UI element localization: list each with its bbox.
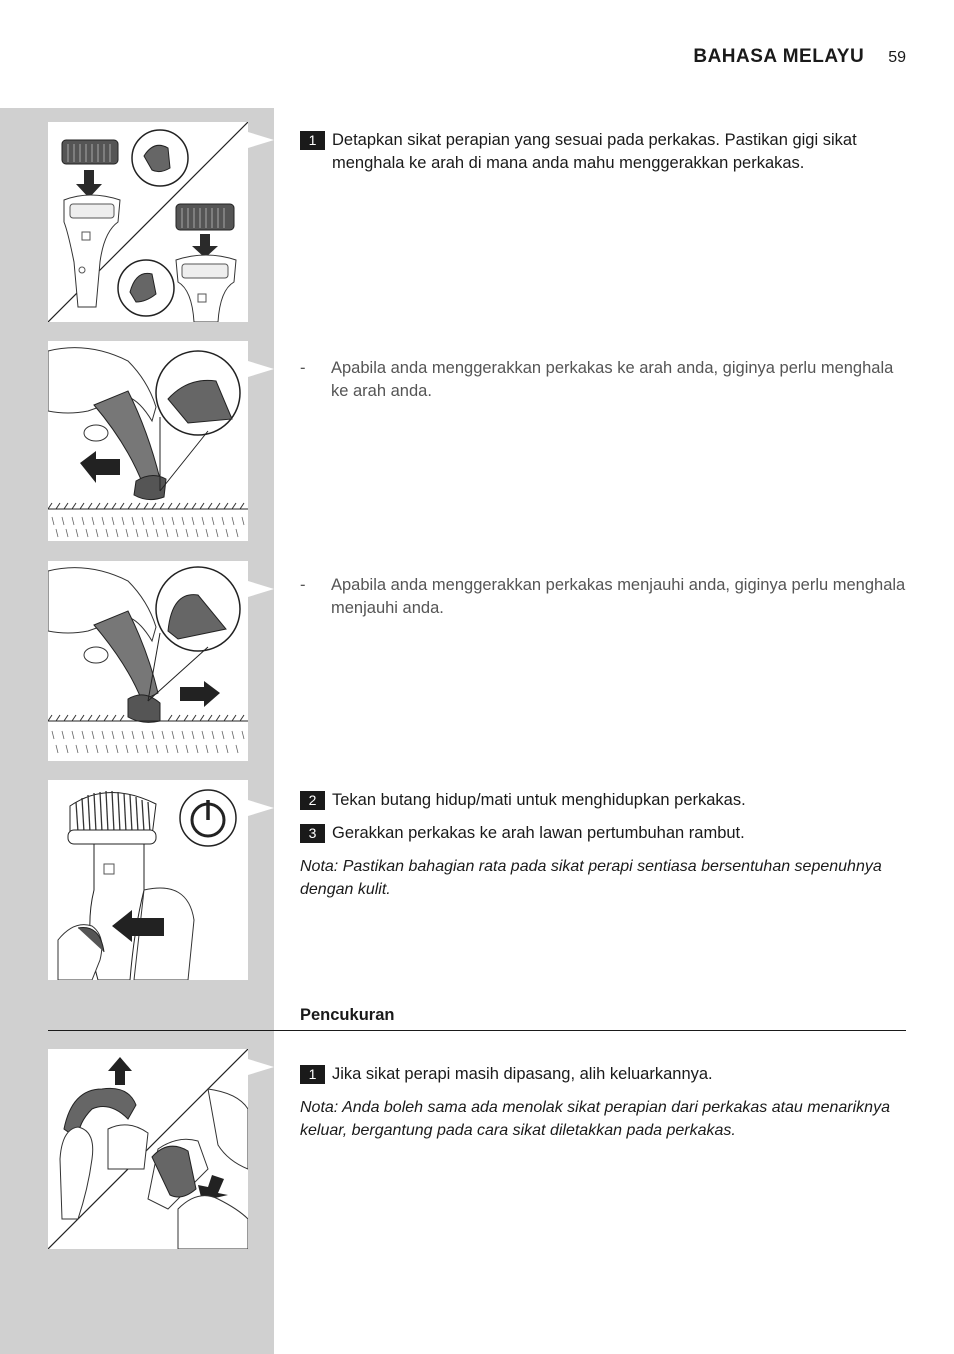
bullet-text: Apabila anda menggerakkan perkakas menjauhi anda, giginya perlu menghala menjauhi anda.	[331, 576, 906, 617]
step-item	[300, 129, 906, 175]
section-title: Pencukuran	[300, 1006, 395, 1024]
bullet-item	[300, 574, 906, 620]
illustration-pointer	[248, 1059, 274, 1075]
section-divider	[48, 1030, 906, 1031]
step-item	[300, 789, 906, 812]
trim-away-illustration	[48, 561, 248, 761]
instruction-block-power	[300, 789, 906, 901]
bullet-text: Apabila anda menggerakkan perkakas ke arah anda, giginya perlu menghala ke arah anda.	[331, 359, 894, 400]
illustration-pointer	[248, 581, 274, 597]
step-text: Gerakkan perkakas ke arah lawan pertumbuhan rambut.	[332, 824, 745, 842]
note-text: Nota: Pastikan bahagian rata pada sikat perapi sentiasa bersentuhan sepenuhnya dengan kulit.	[300, 858, 882, 898]
trimmer-comb-attach-illustration	[48, 122, 248, 322]
instruction-block-away	[300, 574, 906, 630]
trim-toward-illustration	[48, 341, 248, 541]
remove-comb-illustration	[48, 1049, 248, 1249]
instruction-block-remove-comb	[300, 1063, 906, 1142]
page-number: 59	[888, 49, 906, 66]
instruction-block-toward	[300, 357, 906, 413]
step-number: 2	[300, 791, 325, 810]
illustration-pointer	[248, 800, 274, 816]
bullet-item	[300, 357, 906, 403]
bullet-dash: -	[300, 576, 306, 594]
step-number: 1	[300, 131, 325, 150]
step-number: 1	[300, 1065, 325, 1084]
language-title: BAHASA MELAYU	[693, 46, 865, 67]
step-text: Detapkan sikat perapian yang sesuai pada perkakas. Pastikan gigi sikat menghala ke arah di mana anda mahu menggerakkan perkakas.	[332, 131, 857, 172]
step-number: 3	[300, 824, 325, 843]
illustration-pointer	[248, 132, 274, 148]
step-text: Jika sikat perapi masih dipasang, alih keluarkannya.	[332, 1065, 713, 1083]
bullet-dash: -	[300, 359, 306, 377]
instruction-block-attach-comb	[300, 129, 906, 185]
illustration-pointer	[248, 361, 274, 377]
power-button-illustration	[48, 780, 248, 980]
note-text: Nota: Anda boleh sama ada menolak sikat perapian dari perkakas atau menariknya keluar, bergantung pada cara sikat diletakkan pada perkakas.	[300, 1099, 890, 1139]
step-item	[300, 1063, 906, 1086]
page-header	[693, 46, 906, 76]
step-text: Tekan butang hidup/mati untuk menghidupkan perkakas.	[332, 791, 746, 809]
step-item	[300, 822, 906, 845]
